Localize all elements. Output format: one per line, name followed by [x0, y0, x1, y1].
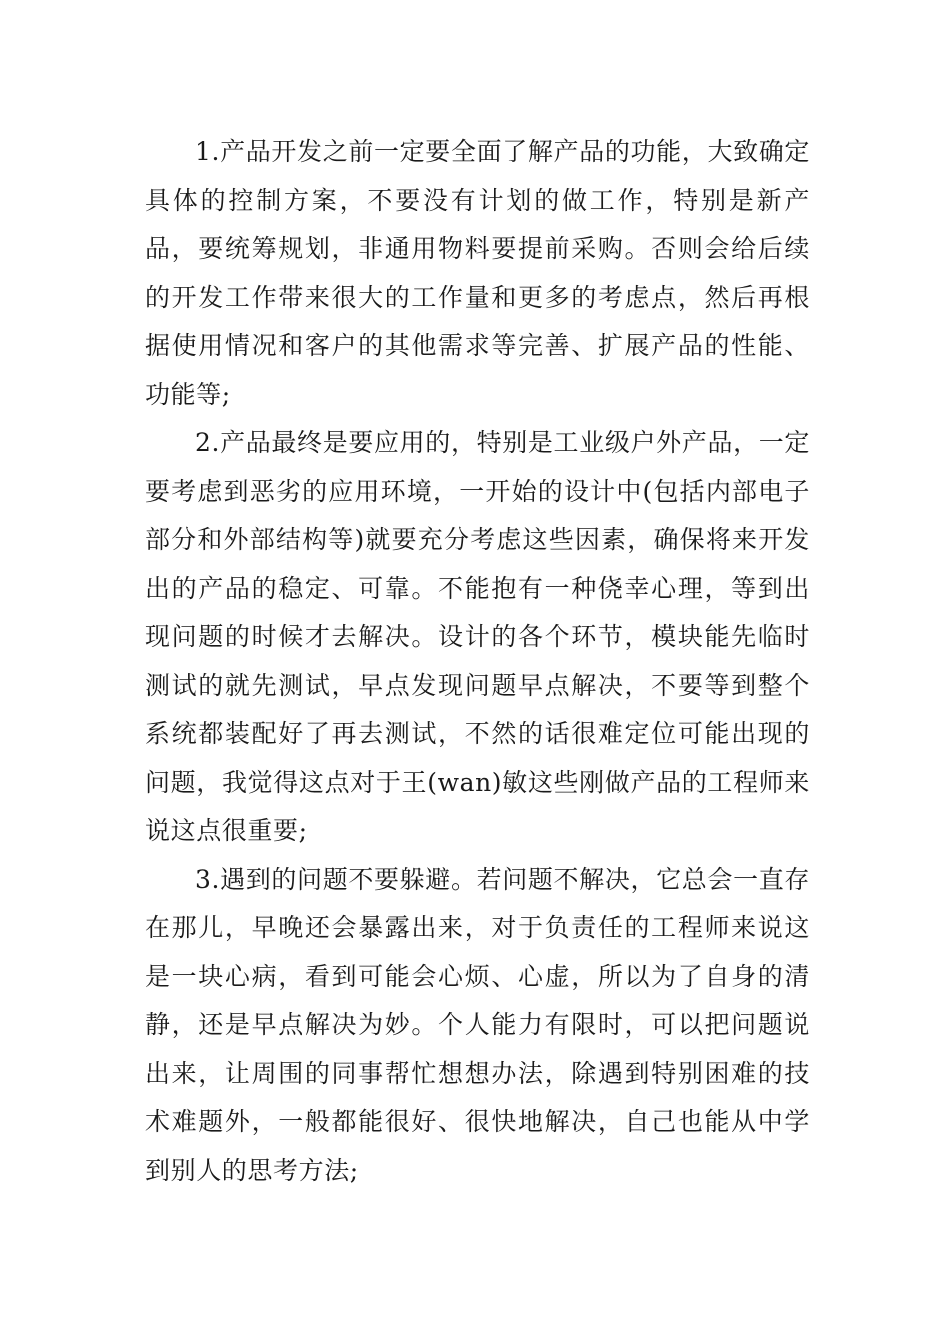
paragraph-1: 1.产品开发之前一定要全面了解产品的功能，大致确定具体的控制方案，不要没有计划的做工作，特别是新产品，要统筹规划，非通用物料要提前采购。否则会给后续的开发工作带来很大的工作量和更多的考虑点，然后再根据使用情况和客户的其他需求等完善、扩展产品的性能、功能等;	[145, 137, 810, 409]
paragraph-3: 3.遇到的问题不要躲避。若问题不解决，它总会一直存在那儿，早晚还会暴露出来，对于负责任的工程师来说这是一块心病，看到可能会心烦、心虚，所以为了自身的清静，还是早点解决为妙。个人能力有限时，可以把问题说出来，让周围的同事帮忙想想办法，除遇到特别困难的技术难题外，一般都能很好、很快地解决，自己也能从中学到别人的思考方法;	[145, 864, 810, 1185]
document-body	[145, 128, 810, 1195]
paragraph-2: 2.产品最终是要应用的，特别是工业级户外产品，一定要考虑到恶劣的应用环境，一开始的设计中(包括内部电子部分和外部结构等)就要充分考虑这些因素，确保将来开发出的产品的稳定、可靠。不能抱有一种侥幸心理，等到出现问题的时候才去解决。设计的各个环节，模块能先临时测试的就先测试，早点发现问题早点解决，不要等到整个系统都装配好了再去测试，不然的话很难定位可能出现的问题，我觉得这点对于王(wan)敏这些刚做产品的工程师来说这点很重要;	[145, 428, 810, 845]
